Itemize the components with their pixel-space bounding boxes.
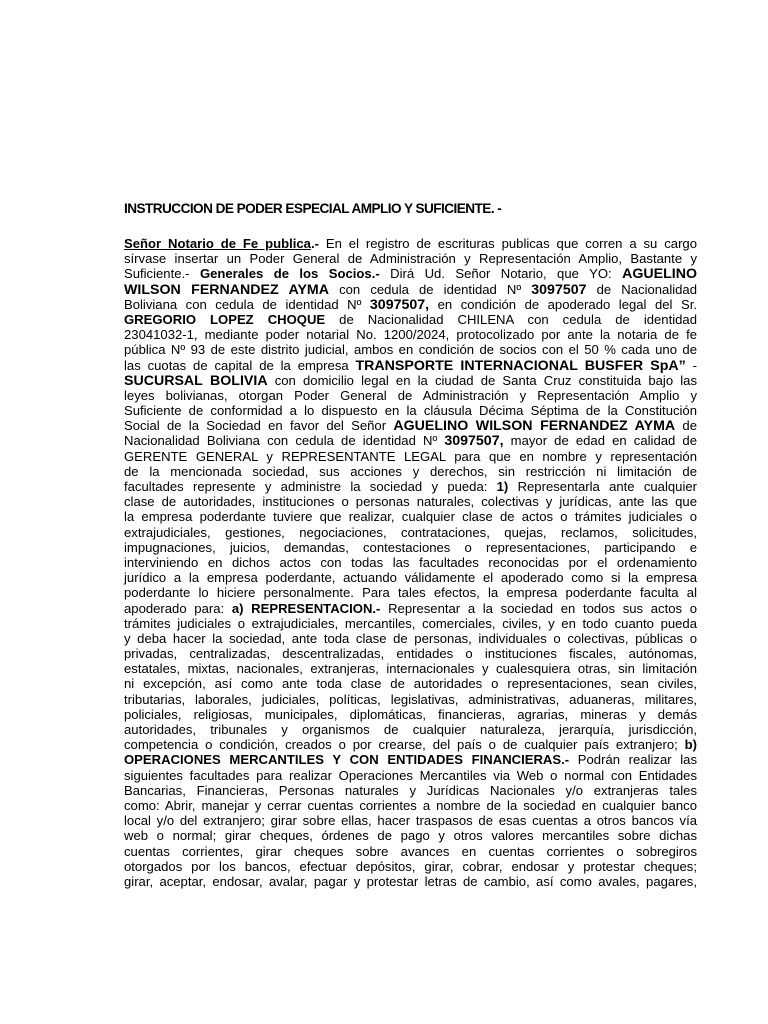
emphasized-text: SUCURSAL BOLIVIA	[124, 372, 268, 389]
paragraph-line	[124, 236, 697, 251]
body-text: competencia o condición, creados o por crearse, del país o de cualquier país extranjero;	[124, 737, 685, 753]
body-text: leyes bolivianas, otorgan Poder General de Administración y Representación Amplio y	[124, 387, 697, 403]
paragraph-line	[124, 297, 697, 312]
body-text: de Nacionalidad CHILENA con cedula de identidad	[325, 311, 697, 327]
body-text: Boliviana con cedula de identidad Nº	[124, 296, 370, 312]
body-text: policiales, religiosas, municipales, diplomáticas, financieras, agrarias, mineras y demás	[124, 706, 697, 722]
paragraph-line	[124, 813, 697, 828]
body-text: GERENTE GENERAL y REPRESENTANTE LEGAL para que en nombre y representación	[124, 448, 697, 464]
body-text: autoridades, tribunales y organismos de cualquier naturaleza, jerarquía, jurisdicción,	[124, 722, 697, 737]
paragraph-line	[124, 373, 697, 388]
body-text: tributarias, laborales, judiciales, políticas, legislativas, administrativas, aduaneras, militares,	[124, 691, 697, 707]
emphasized-text: a) REPRESENTACION.-	[231, 600, 381, 616]
paragraph-line	[124, 433, 697, 448]
emphasized-text: .-	[310, 236, 326, 251]
body-text: Dirá Ud. Señor Notario, que YO:	[379, 266, 623, 282]
body-text: jurídico a la empresa poderdante, actuando válidamente el apoderado como si la empresa	[124, 570, 697, 586]
body-text: web o normal; girar cheques, órdenes de pago y otros valores mercantiles sobre dichas	[124, 828, 697, 844]
body-text: apoderado para:	[124, 600, 232, 616]
body-text: clase de autoridades, instituciones o personas naturales, colectivas y jurídicas, ante las que	[124, 494, 697, 510]
body-text: ni excepción, así como ante toda clase de autoridades o representaciones, sean civiles,	[124, 676, 697, 692]
body-text: de	[675, 418, 697, 434]
document-title: INSTRUCCION DE PODER ESPECIAL AMPLIO Y SUFICIENTE. -	[124, 201, 502, 216]
paragraph-line	[124, 859, 697, 874]
body-text: estatales, mixtas, nacionales, extranjeras, internacionales y cualesquiera otras, sin limitación	[124, 661, 697, 677]
body-text: extrajudiciales, gestiones, negociaciones, contrataciones, quejas, reclamos, solicitudes,	[124, 524, 697, 540]
emphasized-text: TRANSPORTE INTERNACIONAL BUSFER SpA”	[355, 357, 686, 374]
paragraph-line	[124, 418, 697, 433]
paragraph-line	[124, 676, 697, 691]
emphasized-text: Generales de los Socios.-	[199, 266, 380, 282]
emphasized-text: 3097507,	[369, 296, 430, 313]
paragraph-line	[124, 449, 697, 464]
paragraph-line	[124, 783, 697, 798]
paragraph-line	[124, 737, 697, 752]
body-text: -	[685, 357, 697, 373]
paragraph-line	[124, 722, 697, 737]
body-text: impugnaciones, juicios, demandas, contestaciones o representaciones, participando e	[124, 539, 697, 555]
emphasized-text: 1)	[496, 479, 509, 494]
paragraph-line	[124, 479, 697, 494]
paragraph-line	[124, 464, 697, 479]
body-text: siguientes facultades para realizar Operaciones Mercantiles via Web o normal con Entidades	[124, 767, 697, 783]
paragraph-line	[124, 768, 697, 783]
paragraph-line	[124, 251, 697, 266]
body-text: Representarla ante cualquier	[508, 479, 697, 494]
body-text: Social de la Sociedad en favor del Señor	[124, 418, 394, 434]
paragraph-line	[124, 312, 697, 327]
body-text: poderdante lo hiciere personalmente. Para tales efectos, la empresa poderdante faculta al	[124, 585, 697, 601]
body-text: Bancarias, Financieras, Personas naturales y Jurídicas Nacionales y/o extranjeras tales	[124, 782, 697, 798]
paragraph-line	[124, 540, 697, 555]
paragraph-line	[124, 266, 697, 281]
document-body	[124, 236, 697, 889]
paragraph-line	[124, 525, 697, 540]
paragraph-line	[124, 707, 697, 722]
paragraph-line	[124, 631, 697, 646]
body-text: la empresa poderdante tuviere que realizar, cualquier clase de actos o trámites judiciales o	[124, 509, 697, 525]
body-text: sírvase insertar un Poder General de Administración y Representación Amplio, Bastante y	[124, 251, 697, 267]
body-text: privadas, centralizadas, descentralizadas, entidades o instituciones fiscales, autónomas,	[124, 646, 697, 662]
paragraph-line	[124, 646, 697, 661]
body-text: trámites judiciales o extrajudiciales, mercantiles, comerciales, civiles, y en todo cuanto pueda	[124, 615, 697, 631]
paragraph-line	[124, 282, 697, 297]
emphasized-text: GREGORIO LOPEZ CHOQUE	[124, 311, 326, 327]
body-text: otorgados por los bancos, efectuar depósitos, girar, cobrar, endosar y protestar cheques;	[124, 858, 697, 874]
paragraph-line	[124, 403, 697, 418]
body-text: en condición de apoderado legal del Sr.	[429, 296, 697, 312]
emphasized-text: Señor Notario de Fe publica	[124, 236, 311, 251]
body-text: pública Nº 93 de este distrito judicial, ambos en condición de socios con el 50 % cada uno de	[124, 342, 697, 358]
paragraph-line	[124, 828, 697, 843]
paragraph-line	[124, 358, 697, 373]
paragraph-line	[124, 798, 697, 813]
body-text: 23041032-1, mediante poder notarial No. 1200/2024, protocolizado por ante la notaria de fe	[124, 327, 697, 343]
emphasized-text: OPERACIONES MERCANTILES Y CON ENTIDADES FINANCIERAS.-	[124, 752, 570, 768]
body-text: de Nacionalidad	[586, 281, 697, 297]
paragraph-line	[124, 327, 697, 342]
body-text: local y/o del extranjero; girar sobre ellas, hacer traspasos de esas cuentas a otros bancos vía	[124, 813, 697, 829]
body-text: Nacionalidad Boliviana con cedula de identidad Nº	[124, 433, 445, 449]
paragraph-line	[124, 342, 697, 357]
emphasized-text: 3097507,	[444, 433, 504, 450]
emphasized-text: b)	[684, 737, 697, 753]
body-text: cuentas corrientes, girar cheques sobre avances en cuentas corrientes o sobregiros	[124, 843, 697, 859]
paragraph-line	[124, 388, 697, 403]
body-text: las cuotas de capital de la empresa	[124, 357, 356, 373]
body-text: En el registro de escrituras publicas que corren a su cargo	[325, 236, 697, 251]
body-text: Podrán realizar las	[569, 752, 697, 768]
paragraph-line	[124, 616, 697, 631]
paragraph-line	[124, 570, 697, 585]
body-text: como: Abrir, manejar y cerrar cuentas corrientes a nombre de la sociedad en cualquier banco	[124, 797, 697, 813]
body-text: mayor de edad en calidad de	[503, 433, 697, 449]
paragraph-line	[124, 601, 697, 616]
body-text: de la mencionada sociedad, sus acciones y derechos, sin restricción ni limitación de	[124, 463, 697, 479]
body-text: con cedula de identidad Nº	[329, 281, 532, 297]
paragraph-line	[124, 494, 697, 509]
emphasized-text: 3097507	[531, 281, 587, 298]
paragraph-line	[124, 585, 697, 600]
paragraph-line	[124, 661, 697, 676]
emphasized-text: AGUELINO	[622, 266, 697, 283]
paragraph-line	[124, 752, 697, 767]
paragraph-line	[124, 844, 697, 859]
paragraph-line	[124, 509, 697, 524]
body-text: Suficiente.-	[124, 266, 200, 282]
emphasized-text: AGUELINO WILSON FERNANDEZ AYMA	[393, 418, 676, 435]
body-text: Suficiente de conformidad a lo dispuesto en la cláusula Décima Séptima de la Constitución	[124, 403, 697, 419]
emphasized-text: WILSON FERNANDEZ AYMA	[124, 281, 329, 298]
body-text: y deba hacer la sociedad, ante toda clase de personas, individuales o colectivas, públicas o	[124, 630, 697, 646]
paragraph-line	[124, 874, 697, 889]
paragraph-line	[124, 692, 697, 707]
body-text: Representar a la sociedad en todos sus actos o	[380, 600, 698, 616]
body-text: interviniendo en dichos actos con todas las facultades reconocidas por el ordenamiento	[124, 554, 697, 570]
body-text: girar, aceptar, endosar, avalar, pagar y protestar letras de cambio, así como avales, pagares,	[124, 873, 697, 889]
body-text: facultades represente y administre la sociedad y pueda:	[124, 479, 497, 494]
body-text: con domicilio legal en la ciudad de Santa Cruz constituida bajo las	[267, 372, 698, 388]
paragraph-line	[124, 555, 697, 570]
